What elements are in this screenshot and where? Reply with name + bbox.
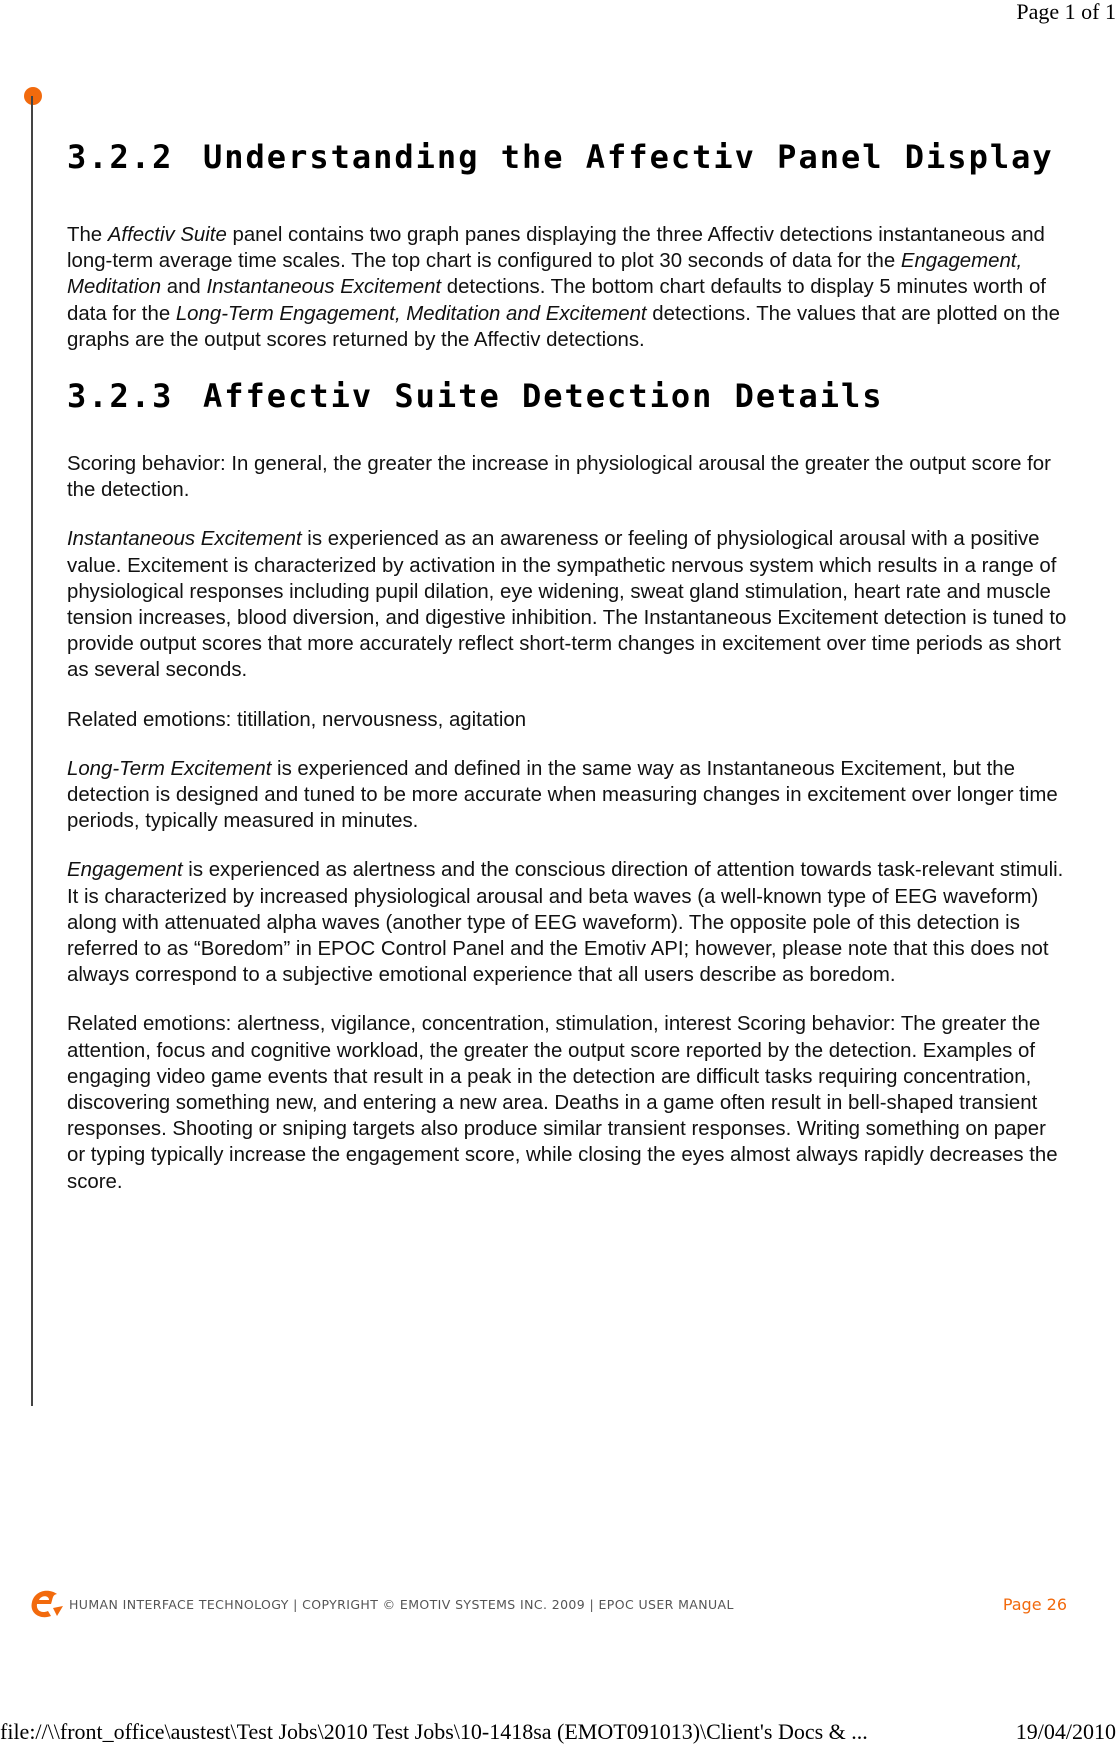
paragraph-scoring-behavior: Scoring behavior: In general, the greater the increase in physiological arousal the greater the output score for the detection. <box>67 453 1051 502</box>
paragraph-affectiv-panel <box>67 222 1067 353</box>
paragraph-instantaneous-excitement <box>67 526 1067 683</box>
text-run: is experienced and defined in the same way as Instantaneous Excitement, but the detection is designed and tuned to be more accurate when measuring changes in excitement over longer time periods, typically measured in minutes. <box>67 757 1058 833</box>
emphasis-affectiv-suite: Affectiv Suite <box>107 224 227 246</box>
emphasis-long-term: Long-Term Engagement, Meditation and Excitement <box>175 302 647 325</box>
text-run: detections. The values that are plotted on the graphs are the output scores returned by the Affectiv detections. <box>67 302 1060 351</box>
file-path: file://\\front_office\austest\Test Jobs\2010 Test Jobs\10-1418sa (EMOT091013)\Client's Docs & ... <box>0 1719 868 1744</box>
emphasis-instantaneous-excitement: Instantaneous Excitement <box>206 276 442 299</box>
section-heading-3-2-2 <box>67 138 1067 176</box>
section-number: 3.2.3 <box>67 377 174 416</box>
text-run: is experienced as alertness and the conscious direction of attention towards task-relevant stimuli. It is characterized by increased physiological arousal and beta waves (a well-known type of EEG waveform) along with attenuated alpha waves (another type of EEG waveform). The opposite pole of this detection is referred to as “Boredom” in EPOC Control Panel and the Emotiv API; however, please note that this does not always correspond to a subjective emotional experience that all users describe as boredom. <box>67 859 1064 987</box>
text-run: panel contains two graph panes displaying the three Affectiv detections instantaneous and long-term average time scales. The top chart is configured to plot 30 seconds of data for the <box>67 224 1045 273</box>
paragraph-engagement <box>67 857 1067 988</box>
section-heading-3-2-3 <box>67 377 1067 415</box>
page-footer <box>27 1586 1067 1622</box>
emphasis-term: Engagement <box>67 859 183 882</box>
emphasis-term: Long-Term Excitement <box>67 757 272 780</box>
emotiv-logo-icon <box>27 1586 65 1622</box>
text-run: The <box>67 224 108 246</box>
document-body <box>67 130 1067 1195</box>
section-title: Understanding the Affectiv Panel Display <box>203 138 1054 176</box>
section-title: Affectiv Suite Detection Details <box>203 377 884 416</box>
section-number: 3.2.2 <box>67 138 174 176</box>
emphasis-term: Instantaneous Excitement <box>67 528 302 551</box>
text-run: is experienced as an awareness or feeling of physiological arousal with a positive value. Excitement is characterized by activation in the sympathetic nervous system which results in a range of physiological responses including pupil dilation, eye widening, sweat gland stimulation, heart rate and muscle tension increases, blood diversion, and digestive inhibition. The Instantaneous Excitement detection is tuned to provide output scores that more accurately reflect short-term changes in excitement over time periods as short as several seconds. <box>67 528 1067 682</box>
text-run: and <box>161 276 207 299</box>
page-indicator: Page 1 of 1 <box>1016 0 1116 24</box>
margin-vertical-line <box>31 96 33 1406</box>
text-run: detections. The bottom chart defaults to display 5 minutes worth of data for the <box>67 276 1046 325</box>
paragraph-related-emotions-1: Related emotions: titillation, nervousness, agitation <box>67 708 527 731</box>
print-date: 19/04/2010 <box>1015 1719 1116 1744</box>
margin-dot-marker <box>24 87 42 105</box>
footer-page-number: Page 26 <box>1002 1594 1067 1614</box>
emphasis-engagement-meditation: Engagement, Meditation <box>67 250 1023 299</box>
print-footer <box>0 1720 1116 1744</box>
paragraph-long-term-excitement <box>67 756 1067 835</box>
footer-copyright: HUMAN INTERFACE TECHNOLOGY | COPYRIGHT © EMOTIV SYSTEMS INC. 2009 | EPOC USER MANUAL <box>69 1596 734 1612</box>
paragraph-related-emotions-2: Related emotions: alertness, vigilance, concentration, stimulation, interest Scoring behavior: The greater the attention, focus and cognitive workload, the greater the output score reported by the detection. Examples of engaging video game events that result in a peak in the detection are difficult tasks requiring concentration, discovering something new, and entering a new area. Deaths in a game often result in bell-shaped transient responses. Shooting or sniping targets also produce similar transient responses. Writing something on paper or typing typically increase the engagement score, while closing the eyes almost always rapidly decreases the score. <box>67 1013 1058 1193</box>
